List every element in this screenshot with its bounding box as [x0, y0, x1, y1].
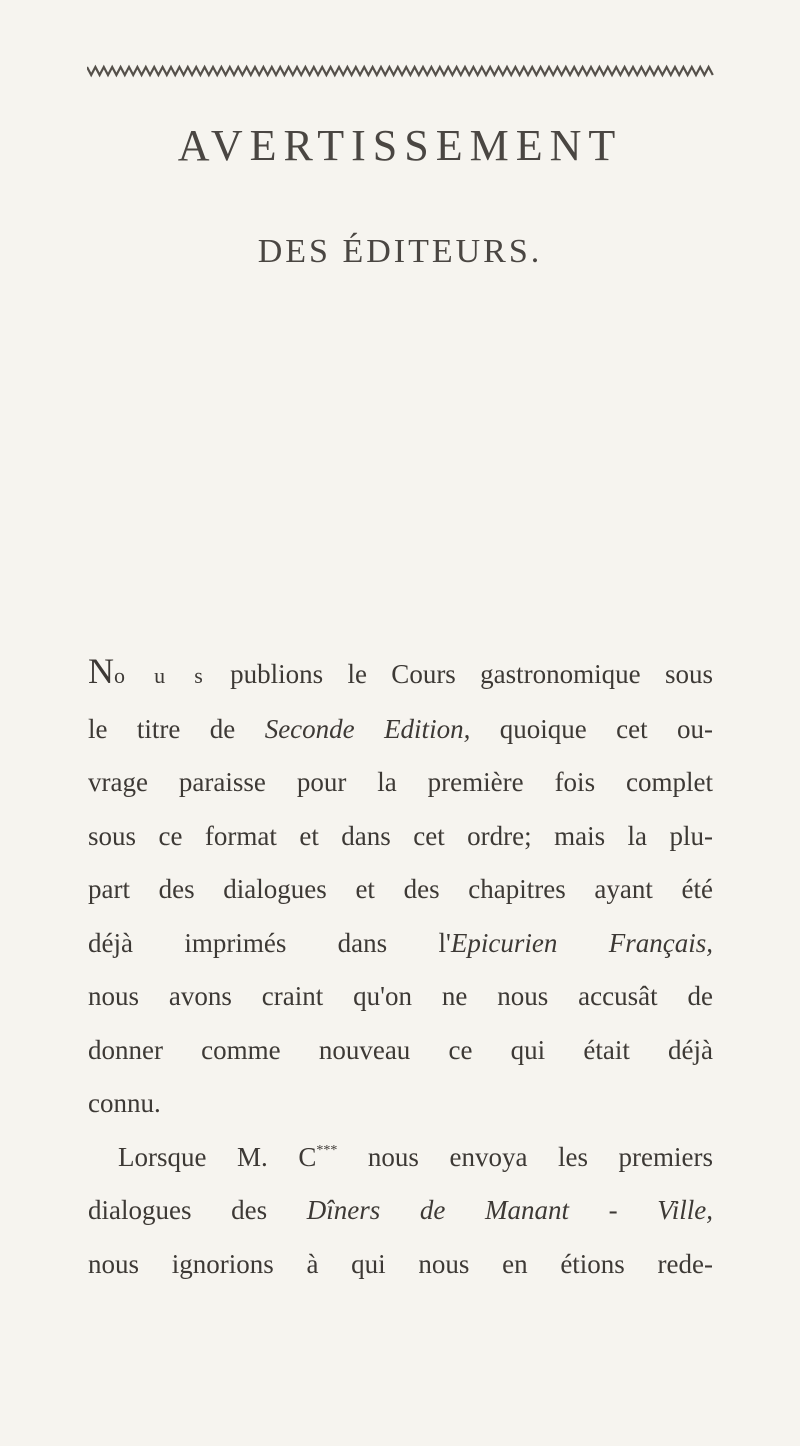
text-line: part des dialogues et des chapitres ayant été	[88, 874, 713, 904]
page-title: AVERTISSEMENT	[177, 121, 623, 170]
small-caps-text: o u s	[114, 663, 206, 688]
text-line: Lorsque M. C*** nous envoya les premiers	[118, 1141, 713, 1172]
italic-title: Dîners de Manant - Ville,	[306, 1195, 713, 1225]
body-text	[88, 645, 713, 1291]
drop-cap: N	[88, 651, 114, 691]
text-line: No u s publions le Cours gastronomique sous	[88, 651, 713, 691]
text-line: vrage paraisse pour la première fois complet	[88, 767, 713, 797]
paragraph-1	[88, 645, 713, 1131]
text-line: donner comme nouveau ce qui était déjà	[88, 1034, 713, 1065]
text-line: nous ignorions à qui nous en étions rede-	[88, 1248, 713, 1279]
decorative-rule	[87, 64, 715, 78]
paragraph-2	[88, 1131, 713, 1292]
italic-title: Seconde Edition,	[264, 713, 471, 744]
text-line: le titre de Seconde Edition, quoique cet ou-	[88, 713, 714, 744]
text-line: connu.	[88, 1088, 161, 1118]
page-subtitle: DES ÉDITEURS.	[257, 233, 543, 270]
text-line: nous avons craint qu'on ne nous accusât de	[88, 981, 713, 1011]
text-line: dialogues des Dîners de Manant - Ville,	[88, 1195, 713, 1225]
superscript-asterisks: ***	[316, 1142, 338, 1158]
text-line: déjà imprimés dans l'Epicurien Français,	[88, 927, 713, 958]
italic-title: Epicurien Français,	[450, 927, 713, 958]
text-line: sous ce format et dans cet ordre; mais la plu-	[88, 820, 713, 851]
